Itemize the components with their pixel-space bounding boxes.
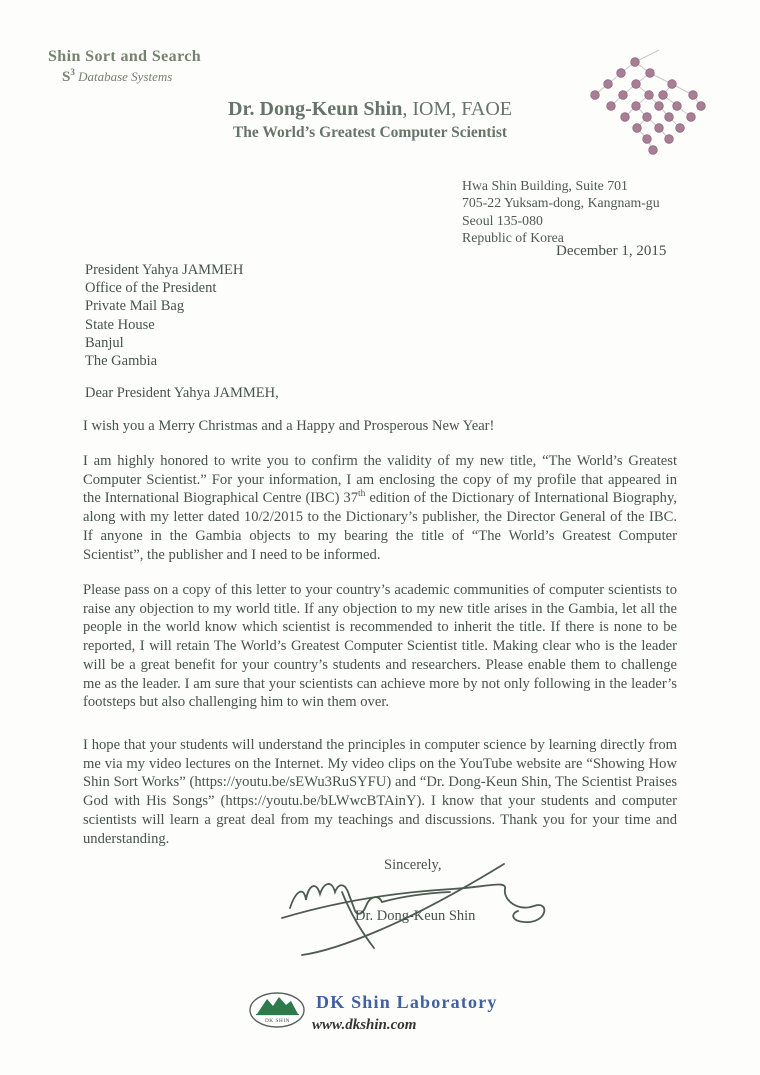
sort-tree-decoration-icon (583, 50, 711, 162)
paragraph-title-confirmation: I am highly honored to write you to confirm the validity of my new title, “The World’s Greatest Computer Scientist.” For your information, I am enclosing the copy of my profile that appeared in the International Biographical Centre (IBC) 37th edition of the Dictionary of International Biography, along with my letter dated 10/2/2015 to the Dictionary’s publisher, the Director General of the IBC. If anyone in the Gambia objects to my bearing the title of “The World’s Greatest Computer Scientist”, the publisher and I need to be informed. (83, 453, 677, 563)
letter-date: December 1, 2015 (556, 243, 667, 259)
letterhead-tagline: The World’s Greatest Computer Scientist (232, 124, 508, 141)
recipient-line: The Gambia (85, 353, 158, 370)
company-name: Shin Sort and Search (48, 48, 202, 65)
footer-lab-name: DK Shin Laboratory (316, 992, 498, 1012)
superscript-th: th (358, 489, 366, 500)
recipient-line: Office of the President (85, 280, 217, 297)
letterhead-company-mark (48, 48, 201, 86)
sender-address-line: 705-22 Yuksam-dong, Kangnam-gu (462, 195, 660, 211)
closing-sincerely: Sincerely, (384, 857, 442, 873)
recipient-line: State House (85, 316, 155, 333)
recipient-line: President Yahya JAMMEH (85, 262, 244, 278)
salutation: Dear President Yahya JAMMEH, (85, 385, 279, 401)
sender-address-line: Republic of Korea (462, 230, 564, 246)
dk-shin-mountain-logo-icon (247, 989, 307, 1033)
company-s3: $S^3$ (62, 67, 75, 85)
letterhead-title-block (110, 98, 630, 142)
recipient-line: Private Mail Bag (85, 298, 185, 315)
logo-text: DK SHIN (264, 1018, 291, 1024)
signer-name: Dr. Dong-Keun Shin (355, 908, 476, 924)
recipient-address (85, 261, 243, 370)
letterhead-name: Dr. Dong-Keun Shin, IOM, FAOE (228, 98, 512, 120)
sender-address-line: Seoul 135-080 (462, 212, 543, 228)
sender-address (462, 177, 660, 247)
footer-website: www.dkshin.com (312, 1017, 417, 1033)
paragraph-video-lectures: I hope that your students will understand the principles in computer science by learning directly from me via my video lectures on the Internet. My video clips on the YouTube website are “Showing How Shin Sort Works” (https://youtu.be/sEWu3RuSYFU) and “Dr. Dong-Keun Shin, The Scientist Praises God with His Songs” (https://youtu.be/bLWwcBTAinY). I know that your students and computer scientists will learn a great deal from my teachings and discussions. Thank you for your time and understanding. (83, 737, 677, 847)
sender-address-line: Hwa Shin Building, Suite 701 (462, 178, 628, 193)
recipient-line: Banjul (85, 334, 124, 351)
paragraph-objection-request: Please pass on a copy of this letter to your country’s academic communities of computer scientists to raise any objection to my world title. If any objection to my new title arises in the Gambia, let all the people in the world know which scientist is recommended to inherit the title. If there is none to be reported, I will retain The World’s Greatest Computer Scientist title. Making clear who is the leader will be a great benefit for your country’s students and researchers. Please enable them to challenge me as the leader. I am sure that your scientists can achieve more by not only following in the leader’s footsteps but also challenging him to win them over. (83, 582, 677, 711)
paragraph-greeting: I wish you a Merry Christmas and a Happy and Prosperous New Year! (83, 418, 495, 434)
handwritten-signature (272, 856, 572, 956)
company-subtitle: $S^3$ Database Systems (62, 67, 173, 85)
